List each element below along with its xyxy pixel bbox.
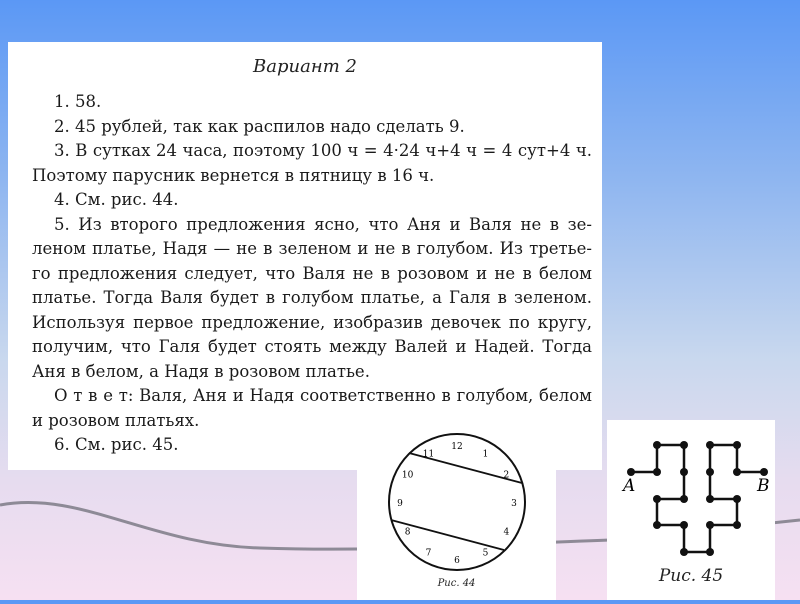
path-node <box>680 495 688 503</box>
text-line: 5. Из второго предложения ясно, что Аня и Валя не в зе- <box>54 214 592 234</box>
path-node <box>680 521 688 529</box>
path-node <box>680 548 688 556</box>
answer-document <box>8 42 602 470</box>
clock-hour-label: 11 <box>422 449 435 460</box>
text-line: Аня в белом, а Надя в розовом платье. <box>32 361 370 381</box>
path-node <box>653 441 661 449</box>
clock-hour-label: 2 <box>503 470 510 481</box>
path-node <box>706 495 714 503</box>
text-line: Поэтому парусник вернется в пятницу в 16 ч. <box>32 165 435 185</box>
text-line: Используя первое предложение, изобразив девочек по кругу, <box>32 312 592 332</box>
text-line: 2. 45 рублей, так как распилов надо сделать 9. <box>54 116 465 136</box>
text-line: 4. См. рис. 44. <box>54 190 179 209</box>
clock-hour-label: 4 <box>503 527 510 538</box>
text-line: 6. См. рис. 45. <box>54 435 179 454</box>
path-node <box>733 441 741 449</box>
clock-hour-label: 9 <box>397 499 403 509</box>
document-title: Вариант 2 <box>253 56 357 77</box>
figure-45-caption: Рис. 45 <box>658 566 724 586</box>
path-diagram <box>607 420 775 560</box>
text-line: 3. В сутках 24 часа, поэтому 100 ч = 4·24 ч+4 ч = 4 сут+4 ч. <box>54 141 592 160</box>
path-node <box>653 521 661 529</box>
clock-hour-label: 10 <box>401 470 414 481</box>
path-node <box>760 468 768 476</box>
label-b: B <box>757 476 770 496</box>
clock-hour-label: 1 <box>482 449 489 460</box>
path-node <box>733 521 741 529</box>
clock-hour-label: 5 <box>482 548 489 559</box>
clock-diagram <box>357 420 556 600</box>
text-line: получим, что Галя будет стоять между Валей и Надей. Тогда <box>32 337 592 356</box>
path-node <box>706 521 714 529</box>
label-a: A <box>623 476 636 496</box>
figure-45 <box>607 420 775 600</box>
path-node <box>680 468 688 476</box>
text-line: платье. Тогда Валя будет в голубом платье, а Галя в зеленом. <box>32 288 592 307</box>
clock-hour-label: 3 <box>511 499 517 509</box>
clock-hour-label: 8 <box>404 527 411 538</box>
text-line: и розовом платьях. <box>32 410 200 430</box>
text-line: О т в е т: Валя, Аня и Надя соответственно в голубом, белом <box>54 386 592 405</box>
figure-44 <box>357 420 556 600</box>
text-line: леном платье, Надя — не в зеленом и не в голубом. Из третье- <box>32 239 592 258</box>
text-line: го предложения следует, что Валя не в розовом и не в белом <box>32 263 592 283</box>
path-node <box>653 468 661 476</box>
path-node <box>733 468 741 476</box>
path-node <box>706 548 714 556</box>
clock-hour-label: 6 <box>454 556 460 566</box>
clock-circle <box>389 434 525 570</box>
document-body <box>32 90 592 458</box>
path-node <box>627 468 635 476</box>
path-node <box>653 495 661 503</box>
figure-44-caption: Рис. 44 <box>437 578 476 589</box>
text-line: 1. 58. <box>54 92 102 111</box>
path-node <box>680 441 688 449</box>
clock-hour-label: 7 <box>425 548 432 559</box>
path-node <box>706 468 714 476</box>
clock-hour-label: 12 <box>451 442 463 452</box>
path-node <box>733 495 741 503</box>
path-node <box>706 441 714 449</box>
